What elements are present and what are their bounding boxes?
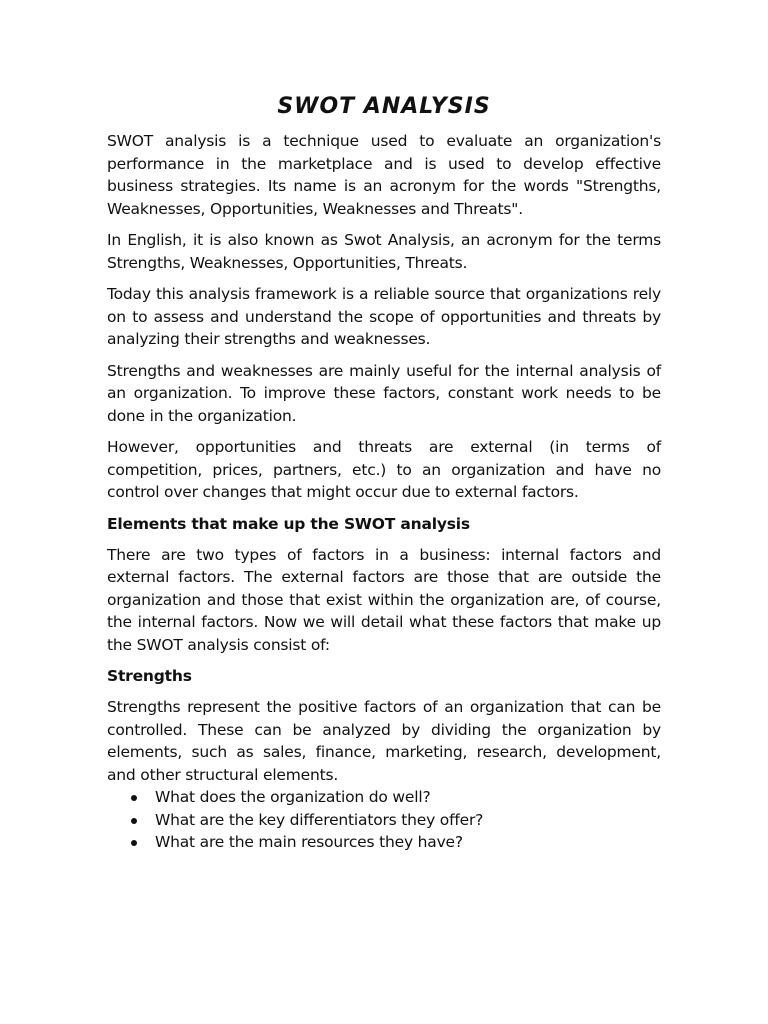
heading-strengths: Strengths [107, 667, 192, 685]
strengths-question-list [107, 786, 661, 854]
paragraph-strengths-weaknesses: Strengths and weaknesses are mainly useful for the internal analysis of an organization. To improve these factors, constant work needs to be done in the organization. [107, 361, 661, 425]
list-item [155, 831, 661, 854]
bullet-icon [131, 818, 137, 824]
paragraph-opportunities-threats: However, opportunities and threats are external (in terms of competition, prices, partners, etc.) to an organization and have no control over changes that might occur due to external factors. [107, 438, 661, 501]
document-page [107, 92, 661, 854]
paragraph-english: In English, it is also known as Swot Analysis, an acronym for the terms Strengths, Weaknesses, Opportunities, Threats. [107, 231, 661, 272]
paragraph-intro: SWOT analysis is a technique used to evaluate an organization's performance in the marketplace and is used to develop effective business strategies. Its name is an acronym for the words "Strengths, Weaknesses, Opportunities, Weaknesses and Threats". [107, 132, 661, 218]
list-item [155, 786, 661, 809]
heading-elements: Elements that make up the SWOT analysis [107, 514, 470, 533]
list-item-text: What are the main resources they have? [155, 833, 463, 851]
list-item-text: What are the key differentiators they offer? [155, 810, 484, 829]
bullet-icon [131, 840, 137, 846]
list-item-text: What does the organization do well? [155, 788, 431, 806]
paragraph-elements: There are two types of factors in a business: internal factors and external factors. The external factors are those that are outside the organization and those that exist within the organization are, of course, the internal factors. Now we will detail what these factors that make up the SWOT analysis consist of: [107, 545, 661, 654]
list-item [155, 809, 661, 832]
document-title: SWOT ANALYSIS [277, 94, 491, 119]
bullet-icon [131, 795, 137, 801]
paragraph-today: Today this analysis framework is a reliable source that organizations rely on to assess and understand the scope of opportunities and threats by analyzing their strengths and weaknesses. [107, 285, 661, 348]
paragraph-strengths: Strengths represent the positive factors of an organization that can be controlled. These can be analyzed by dividing the organization by elements, such as sales, finance, marketing, research, development, and other structural elements. [107, 698, 661, 784]
